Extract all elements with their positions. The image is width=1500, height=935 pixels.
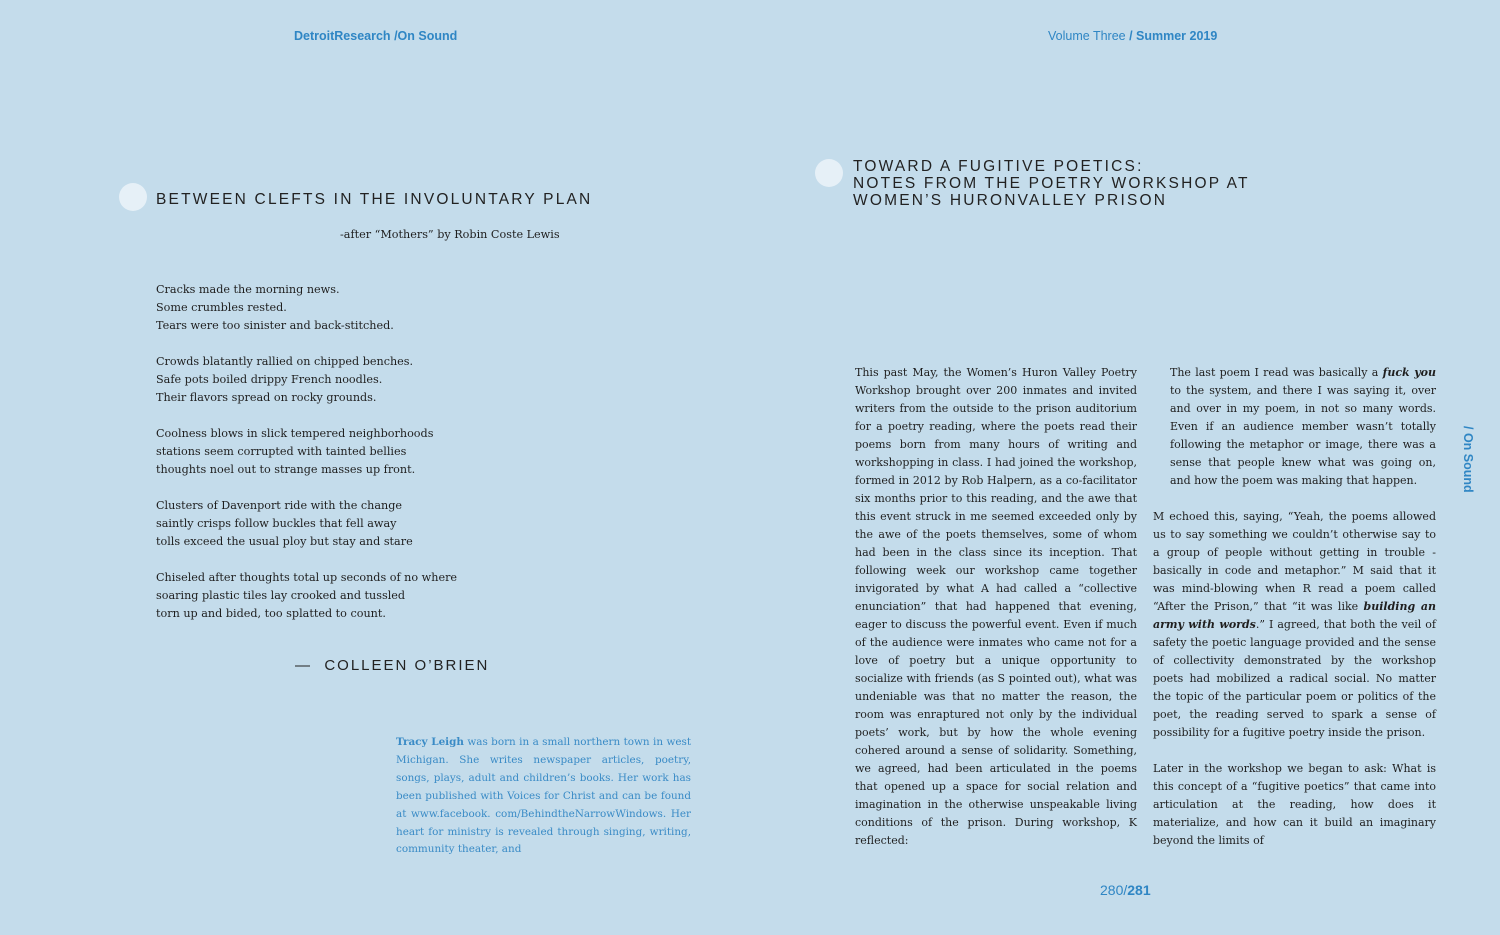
poem-line: Cracks made the morning news. [156,283,340,296]
author-line [295,657,489,674]
stanza [156,281,457,335]
paragraph-text: M echoed this, saying, “Yeah, the poems allowed us to say something we couldn’t otherwise say to a group of people without getting in trouble - basically in code and metaphor.” M said that it was mind-blowing when R read a poem called “After the Prison,” that “it was like [1153,510,1436,613]
essay-column-2 [1153,364,1436,850]
running-header-left [294,29,457,43]
essay-title-line: TOWARD A FUGITIVE POETICS: [853,158,1144,175]
poem-line: Some crumbles rested. [156,301,287,314]
essay-title [853,158,1250,209]
paragraph-emphasis: building an army with words [1153,600,1437,631]
bio-text: was born in a small northern town in west Michigan. She writes newspaper articles, poetry, songs, plays, adult and children’s books. Her work has been published with Voices for Christ and can be found at www.facebook. com/BehindtheNarrowWindows. Her heart for ministry is revealed through singing, writing, community theater, and [396,736,691,856]
page-number-right: 281 [1127,882,1151,898]
poem-line: stations seem corrupted with tainted bellies [156,445,407,458]
poem-line: saintly crisps follow buckles that fell away [156,517,397,530]
volume-label: Volume Three [1048,29,1126,43]
author-dash: — [295,657,312,674]
block-quote [1153,364,1436,490]
poem-line: Coolness blows in slick tempered neighborhoods [156,427,434,440]
issue-date: / Summer 2019 [1125,29,1218,43]
poem-line: Their flavors spread on rocky grounds. [156,391,377,404]
essay-paragraph: This past May, the Women’s Huron Valley Poetry Workshop brought over 200 inmates and invited writers from the outside to the prison auditorium for a poetry reading, where the poets read their poems born from many hours of writing and workshopping in class. I had joined the workshop, formed in 2012 by Rob Halpern, as a co-facilitator six months prior to this reading, and the awe that this event struck in me seemed exceeded only by the awe of the poets themselves, some of whom had been in the class since its inception. That following week our workshop came together invigorated by what A had called a “collective enunciation” that had happened that evening, eager to discuss the powerful event. Even if much of the audience were inmates who came not for a love of poetry but a unique opportunity to socialize with friends (as S pointed out), what was undeniable was that no matter the reason, the room was enraptured not only by the individual poets’ work, but by how the whole evening cohered around a sense of solidarity. Something, we agreed, had been articulated in the poems that opened up a space for social relation and imagination in the otherwise unspeakable living conditions of the prison. During workshop, K reflected: [855,366,1137,847]
poem-line: thoughts noel out to strange masses up front. [156,463,416,476]
poem-title: BETWEEN CLEFTS IN THE INVOLUNTARY PLAN [156,191,593,208]
title-bullet-circle [815,159,843,187]
poem-line: torn up and bided, too splatted to count. [156,607,386,620]
section-name: /On Sound [394,29,458,43]
bio-name: Tracy Leigh [396,736,464,748]
essay-title-line: WOMEN’S HURONVALLEY PRISON [853,192,1168,209]
poem-line: Chiseled after thoughts total up seconds of no where [156,571,458,584]
quote-text: The last poem I read was basically a [1170,366,1383,379]
paragraph-text: .” I agreed, that both the veil of safety the poetic language provided and the sense of collectivity demonstrated by the workshop poets had mobilized a radical social. No matter the topic of the particular poem or politics of the poet, the reading served to spark a sense of possibility for a fugitive poetry inside the prison. [1153,618,1436,739]
essay-paragraph [1153,508,1436,742]
poem-line: tolls exceed the usual ploy but stay and stare [156,535,413,548]
page-numbers [1100,882,1151,898]
page-number-left: 280/ [1100,882,1128,898]
author-name: COLLEEN O’BRIEN [324,657,490,674]
essay-title-line: NOTES FROM THE POETRY WORKSHOP AT [853,175,1250,192]
stanza [156,569,457,623]
side-section-label: / On Sound [1461,426,1475,493]
quote-text: to the system, and there I was saying it, over and over in my poem, in not so many words. Even if an audience member wasn’t totally following the metaphor or image, there was a sense that people knew what was going on, and how the poem was making that happen. [1170,384,1436,487]
essay-column-1 [855,364,1137,850]
poem-line: Crowds blatantly rallied on chipped benches. [156,355,414,368]
stanza [156,497,457,551]
epigraph: -after “Mothers” by Robin Coste Lewis [340,228,560,241]
stanza [156,425,457,479]
title-bullet-circle [119,183,147,211]
running-header-right [1048,29,1217,43]
poem-line: Safe pots boiled drippy French noodles. [156,373,383,386]
poem-line: soaring plastic tiles lay crooked and tussled [156,589,406,602]
publication-name: DetroitResearch [294,29,391,43]
poem-line: Clusters of Davenport ride with the change [156,499,403,512]
essay-paragraph: Later in the workshop we began to ask: What is this concept of a “fugitive poetics” that came into articulation at the reading, how does it materialize, and how can it build an imaginary beyond the limits of [1153,762,1436,847]
quote-emphasis: fuck you [1382,366,1436,379]
poem-line: Tears were too sinister and back-stitched. [156,319,394,332]
poem-body [156,281,457,641]
stanza [156,353,457,407]
contributor-bio [396,734,691,859]
